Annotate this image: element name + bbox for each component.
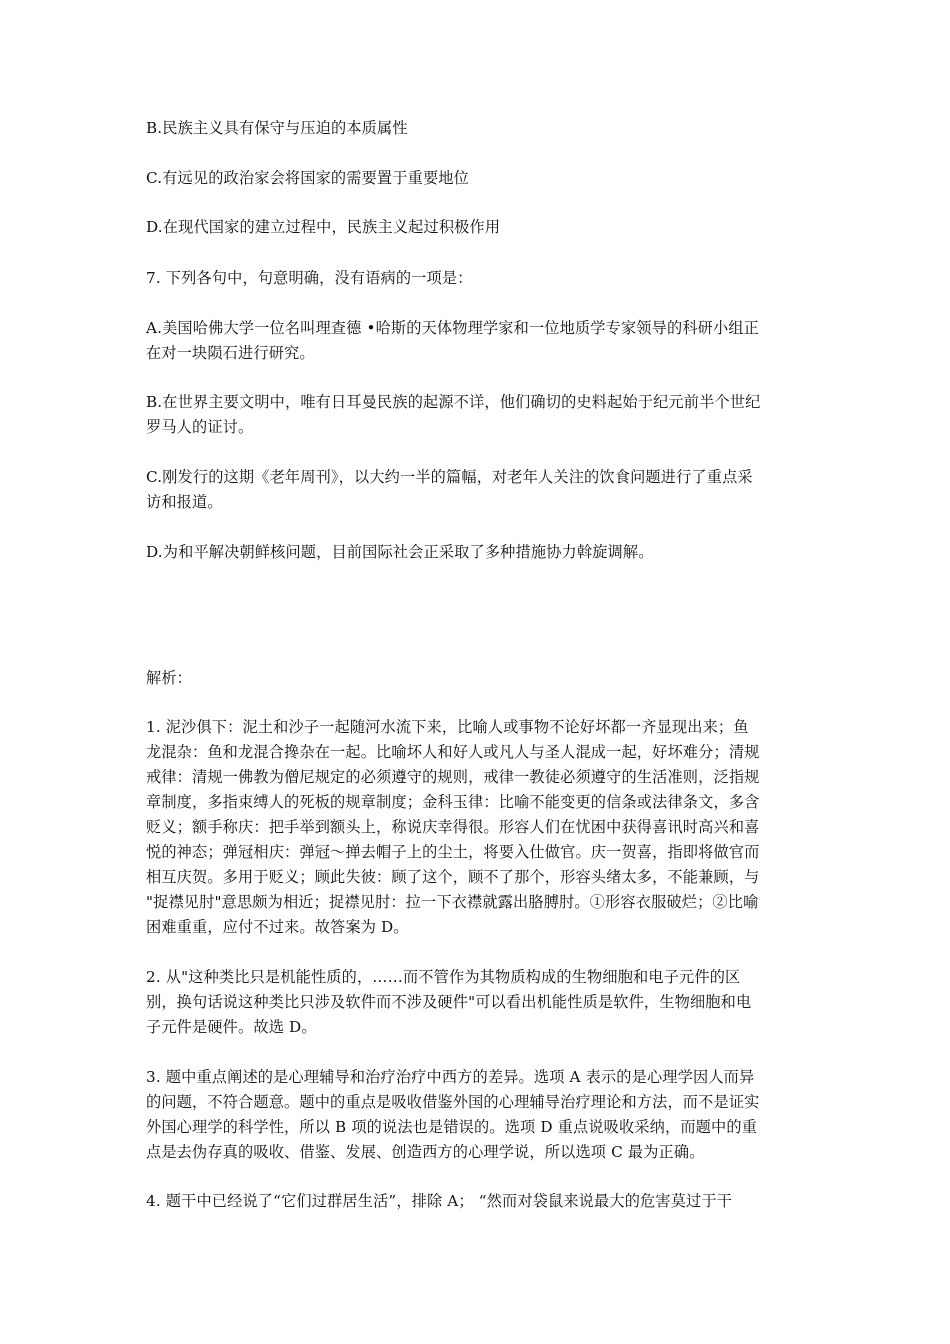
option-d-q6: D.在现代国家的建立过程中，民族主义起过积极作用 bbox=[146, 218, 501, 236]
option-c-q6: C.有远见的政治家会将国家的需要置于重要地位 bbox=[146, 169, 469, 187]
question-7-stem: 7. 下列各句中，句意明确，没有语病的一项是： bbox=[146, 269, 473, 287]
analysis-heading: 解析： bbox=[146, 669, 193, 687]
analysis-item-3: 3. 题中重点阐述的是心理辅导和治疗治疗中西方的差异。选项 A 表示的是心理学因人而异 的问题，不符合题意。题中的重点是吸收借鉴外国的心理辅导治疗理论和方法，而不是证实 外国心理学的科学性，所以 B 项的说法也是错误的。选项 D 重点说吸收采纳，而题中的重 点是去伪存真的吸收、借鉴、发展、创造西方的心理学说，所以选项 C 最为正确。 bbox=[146, 1068, 760, 1161]
question-7-option-c: C.刚发行的这期《老年周刊》，以大约一半的篇幅，对老年人关注的饮食问题进行了重点采 访和报道。 bbox=[146, 468, 753, 511]
question-7-option-d: D.为和平解决朝鲜核问题，目前国际社会正采取了多种措施协力斡旋调解。 bbox=[146, 543, 654, 561]
question-7-option-a: A.美国哈佛大学一位名叫理查德 •哈斯的天体物理学家和一位地质学专家领导的科研小组正 在对一块陨石进行研究。 bbox=[146, 319, 760, 362]
analysis-item-4: 4. 题干中已经说了“它们过群居生活”，排除 A； “然而对袋鼠来说最大的危害莫过于干 bbox=[146, 1192, 733, 1210]
question-7-option-b: B.在世界主要文明中，唯有日耳曼民族的起源不详，他们确切的史料起始于纪元前半个世纪 罗马人的证讨。 bbox=[146, 393, 761, 436]
option-b-q6: B.民族主义具有保守与压迫的本质属性 bbox=[146, 119, 408, 137]
analysis-item-2: 2. 从"这种类比只是机能性质的，……而不管作为其物质构成的生物细胞和电子元件的区 别，换句话说这种类比只涉及软件而不涉及硬件"可以看出机能性质是软件，生物细胞和电 子元件是硬件。故选 D。 bbox=[146, 968, 752, 1036]
analysis-item-1: 1. 泥沙俱下：泥土和沙子一起随河水流下来，比喻人或事物不论好坏都一齐显现出来；鱼 龙混杂：鱼和龙混合搀杂在一起。比喻坏人和好人或凡人与圣人混成一起，好坏难分；清规 戒律：清规一佛教为僧尼规定的必须遵守的规则，戒律一教徒必须遵守的生活准则，泛指规 章制度，多指束缚人的死板的规章制度；金科玉律：比喻不能变更的信条或法律条文，多含 贬义；额手称庆：把手举到额头上，称说庆幸得很。形容人们在忧困中获得喜讯时高兴和喜 悦的神态；弹冠相庆：弹冠～掸去帽子上的尘土，将要入仕做官。庆一贺喜，指即将做官而 相互庆贺。多用于贬义；顾此失彼：顾了这个，顾不了那个，形容头绪太多，不能兼顾，与 "捉襟见肘"意思颇为相近；捉襟见肘：拉一下衣襟就露出胳膊肘。①形容衣服破烂；②比喻 困难重重，应付不过来。故答案为 D。 bbox=[146, 718, 760, 936]
